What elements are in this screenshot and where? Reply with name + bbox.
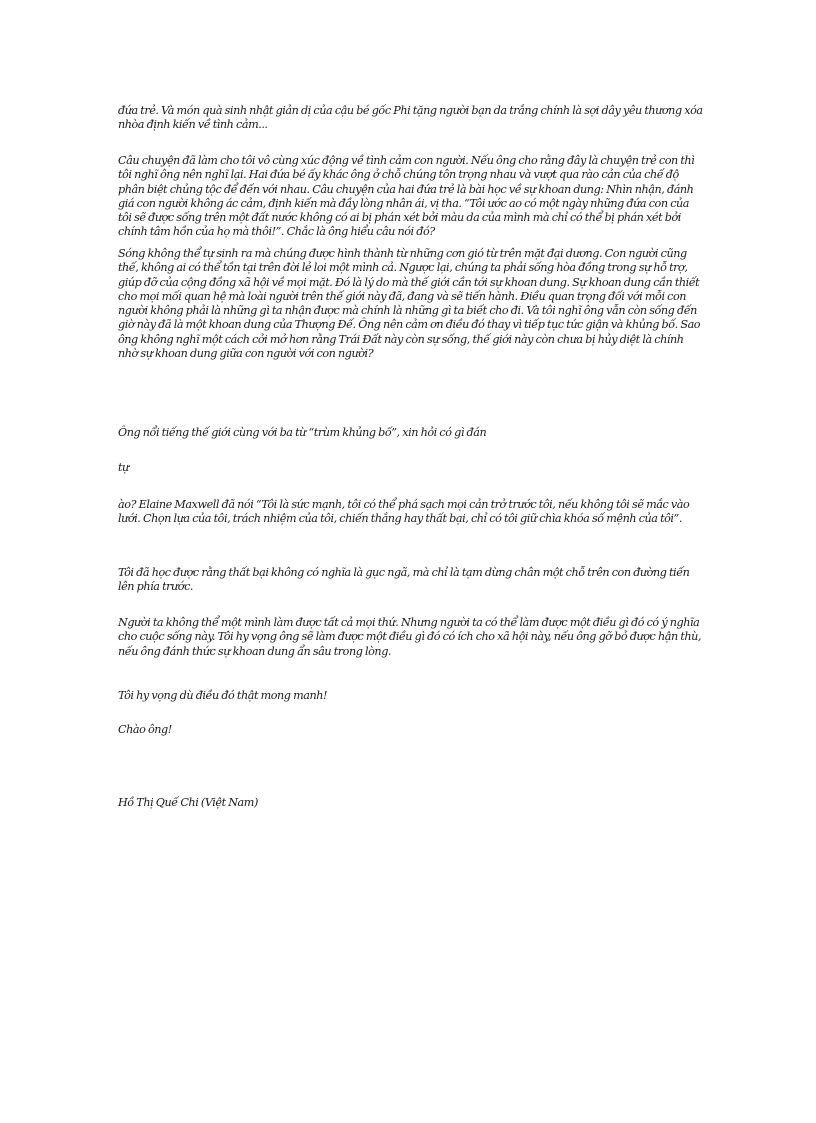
paragraph-hope-for-change: Người ta không thể một mình làm được tất cả mọi thứ. Nhưng người ta có thể làm được một điều gì đó có ý nghĩa cho cuộc sống này. Tôi hy vọng ông sẽ làm được một điều gì đó có ích cho xã hội này, nếu ông gỡ bỏ được hận thù, nếu ông đánh thức sự khoan dung ẩn sâu trong lòng. bbox=[118, 616, 701, 658]
paragraph-tolerance-lesson: Câu chuyện đã làm cho tôi vô cùng xúc động về tình cảm con người. Nếu ông cho rằng đây là chuyện trẻ con thì tôi nghĩ ông nên nghĩ lại. Hai đứa bé ấy khác ông ở chỗ chúng tôn trọng nhau và vượt qua rào cản của chế độ phân biệt chủng tộc để đến với nhau. Câu chuyện của hai đứa trẻ là bài học về sự khoan dung: Nhìn nhận, đánh giá con người không ác cảm, định kiến mà đầy lòng nhân ái, vị tha. “Tôi ước ao có một ngày những đứa con của tôi sẽ được sống trên một đất nước không có ai bị phán xét bởi màu da của mình mà chỉ có thể bị phán xét bởi chính tâm hồn của họ mà thôi!”. Chắc là ông hiểu câu nói đó? bbox=[118, 154, 695, 239]
paragraph-failure-lesson: Tôi đã học được rằng thất bại không có nghĩa là gục ngã, mà chỉ là tạm dừng chân một chỗ trên con đường tiến lên phía trước. bbox=[118, 566, 690, 594]
paragraph-maxwell-quote: ào? Elaine Maxwell đã nói “Tôi là sức mạnh, tôi có thể phá sạch mọi cản trở trước tôi, nếu không tôi sẽ mắc vào lưới. Chọn lựa của tôi, trách nhiệm của tôi, chiến thắng hay thất bại, chỉ có tôi giữ chìa khóa số mệnh của tôi”. bbox=[118, 498, 690, 526]
paragraph-stray-fragment: tự bbox=[118, 461, 129, 474]
paragraph-fragile-hope: Tôi hy vọng dù điều đó thật mong manh! bbox=[118, 689, 328, 702]
paragraph-story-ending: đứa trẻ. Và món quà sinh nhật giản dị của cậu bé gốc Phi tặng người bạn da trắng chính là sợi dây yêu thương xóa nhòa định kiến về tình cảm... bbox=[118, 104, 703, 132]
author-signature: Hồ Thị Quế Chi (Việt Nam) bbox=[118, 796, 258, 809]
paragraph-question-fragment: Ông nổi tiếng thế giới cùng với ba từ “trùm khủng bố”, xin hỏi có gì đán bbox=[118, 426, 487, 439]
closing-greeting: Chào ông! bbox=[118, 723, 172, 736]
paragraph-waves-analogy: Sóng không thể tự sinh ra mà chúng được hình thành từ những cơn gió từ trên mặt đại dương. Con người cũng thế, không ai có thể tồn tại trên đời lẻ loi một mình cả. Ngược lại, chúng ta phải sống hòa đồng trong sự hỗ trợ, giúp đỡ của cộng đồng xã hội về mọi mặt. Đó là lý do mà thế giới cần tới sự khoan dung. Sự khoan dung cần thiết cho mọi mối quan hệ mà loài người trên thế giới này đã, đang và sẽ tiến hành. Điều quan trọng đối với mỗi con người không phải là những gì ta nhận được mà chính là những gì ta biết cho đi. Và tôi nghĩ ông vẫn còn sống đến giờ này đã là một khoan dung của Thượng Đế. Ông nên cảm ơn điều đó thay vì tiếp tục tức giận và khủng bố. Sao ông không nghĩ một cách cởi mở hơn rằng Trái Đất này còn sự sống, thế giới này còn chưa bị hủy diệt là chính nhờ sự khoan dung giữa con người với con người? bbox=[118, 247, 701, 361]
